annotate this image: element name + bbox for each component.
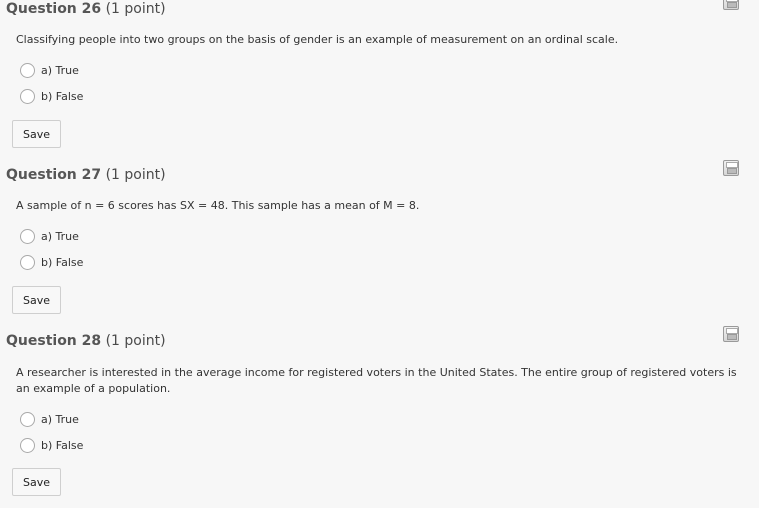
save-icon[interactable]	[723, 160, 739, 176]
radio-button[interactable]	[20, 89, 35, 104]
question-points: (1 point)	[105, 333, 166, 349]
option-false[interactable]	[20, 88, 83, 104]
option-label: a) True	[41, 229, 79, 243]
save-button[interactable]: Save	[12, 286, 61, 314]
question-text: Classifying people into two groups on the basis of gender is an example of measurement on an ordinal scale.	[16, 33, 619, 46]
option-label: b) False	[41, 89, 84, 103]
question-number: Question 28	[6, 333, 102, 349]
question-number: Question 26	[6, 1, 102, 17]
radio-button[interactable]	[20, 63, 35, 78]
save-icon[interactable]	[723, 0, 739, 10]
question-heading	[6, 333, 166, 349]
save-icon[interactable]	[723, 326, 739, 342]
option-true[interactable]	[20, 228, 79, 244]
save-button[interactable]: Save	[12, 120, 61, 148]
radio-button[interactable]	[20, 229, 35, 244]
radio-button[interactable]	[20, 412, 35, 427]
option-true[interactable]	[20, 411, 79, 427]
question-points: (1 point)	[105, 1, 166, 17]
option-label: b) False	[41, 438, 84, 452]
question-number: Question 27	[6, 167, 102, 183]
question-points: (1 point)	[105, 167, 166, 183]
option-false[interactable]	[20, 437, 83, 453]
option-true[interactable]	[20, 62, 79, 78]
option-false[interactable]	[20, 254, 83, 270]
save-button[interactable]: Save	[12, 468, 61, 496]
option-label: b) False	[41, 255, 84, 269]
radio-button[interactable]	[20, 438, 35, 453]
option-label: a) True	[41, 412, 79, 426]
question-heading	[6, 167, 166, 183]
question-text: A sample of n = 6 scores has SX = 48. This sample has a mean of M = 8.	[16, 199, 420, 212]
radio-button[interactable]	[20, 255, 35, 270]
question-text: A researcher is interested in the average income for registered voters in the United States. The entire group of registered voters is an example of a population.	[16, 366, 737, 395]
option-label: a) True	[41, 63, 79, 77]
question-heading	[6, 1, 166, 17]
